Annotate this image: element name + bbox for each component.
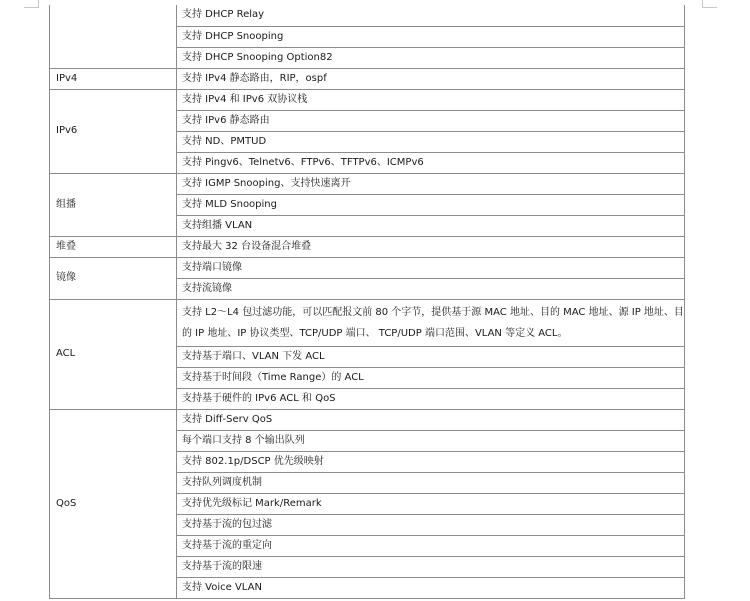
feature-cell: 支持基于端口、VLAN 下发 ACL bbox=[177, 346, 685, 367]
feature-cell: 支持 L2～L4 包过滤功能，可以匹配报文前 80 个字节，提供基于源 MAC 地址、目的 MAC 地址、源 IP 地址、目的 IP 地址、IP 协议类型、TCP/UDP 端口、 TCP/UDP 端口范围、VLAN 等定义 ACL。 bbox=[177, 299, 685, 346]
feature-cell: 支持 DHCP Relay bbox=[177, 5, 685, 26]
table-row bbox=[50, 236, 685, 257]
feature-cell: 支持基于硬件的 IPv6 ACL 和 QoS bbox=[177, 388, 685, 409]
table-row bbox=[50, 68, 685, 89]
category-cell bbox=[50, 5, 177, 68]
feature-cell: 支持基于时间段（Time Range）的 ACL bbox=[177, 367, 685, 388]
feature-cell: 支持 IPv6 静态路由 bbox=[177, 110, 685, 131]
category-cell: QoS bbox=[50, 409, 177, 598]
feature-cell: 支持 Diff-Serv QoS bbox=[177, 409, 685, 430]
feature-cell: 支持 DHCP Snooping bbox=[177, 26, 685, 47]
feature-cell: 支持 ND、PMTUD bbox=[177, 131, 685, 152]
feature-cell: 支持基于流的限速 bbox=[177, 556, 685, 577]
table-row bbox=[50, 173, 685, 194]
table-row bbox=[50, 409, 685, 430]
feature-cell: 支持最大 32 台设备混合堆叠 bbox=[177, 236, 685, 257]
page-corner-mark-left bbox=[24, 0, 39, 8]
feature-cell: 支持基于流的包过滤 bbox=[177, 514, 685, 535]
table-row bbox=[50, 299, 685, 346]
category-cell: IPv4 bbox=[50, 68, 177, 89]
category-cell: ACL bbox=[50, 299, 177, 409]
table-row bbox=[50, 89, 685, 110]
category-cell: 组播 bbox=[50, 173, 177, 236]
feature-cell: 支持流镜像 bbox=[177, 278, 685, 299]
table-row bbox=[50, 5, 685, 26]
spec-table bbox=[49, 5, 685, 599]
category-cell: IPv6 bbox=[50, 89, 177, 173]
category-cell: 堆叠 bbox=[50, 236, 177, 257]
feature-cell: 支持 Voice VLAN bbox=[177, 577, 685, 598]
feature-cell: 支持队列调度机制 bbox=[177, 472, 685, 493]
page-corner-mark-right bbox=[702, 0, 717, 8]
feature-cell: 支持 IGMP Snooping、支持快速离开 bbox=[177, 173, 685, 194]
feature-cell: 支持 IPv4 和 IPv6 双协议栈 bbox=[177, 89, 685, 110]
feature-cell: 支持组播 VLAN bbox=[177, 215, 685, 236]
table-row bbox=[50, 257, 685, 278]
feature-cell: 支持 802.1p/DSCP 优先级映射 bbox=[177, 451, 685, 472]
feature-cell: 支持优先级标记 Mark/Remark bbox=[177, 493, 685, 514]
category-cell: 镜像 bbox=[50, 257, 177, 299]
feature-cell: 每个端口支持 8 个输出队列 bbox=[177, 430, 685, 451]
feature-cell: 支持 Pingv6、Telnetv6、FTPv6、TFTPv6、ICMPv6 bbox=[177, 152, 685, 173]
feature-cell: 支持 IPv4 静态路由，RIP，ospf bbox=[177, 68, 685, 89]
feature-cell: 支持端口镜像 bbox=[177, 257, 685, 278]
feature-cell: 支持 MLD Snooping bbox=[177, 194, 685, 215]
feature-cell: 支持 DHCP Snooping Option82 bbox=[177, 47, 685, 68]
feature-cell: 支持基于流的重定向 bbox=[177, 535, 685, 556]
